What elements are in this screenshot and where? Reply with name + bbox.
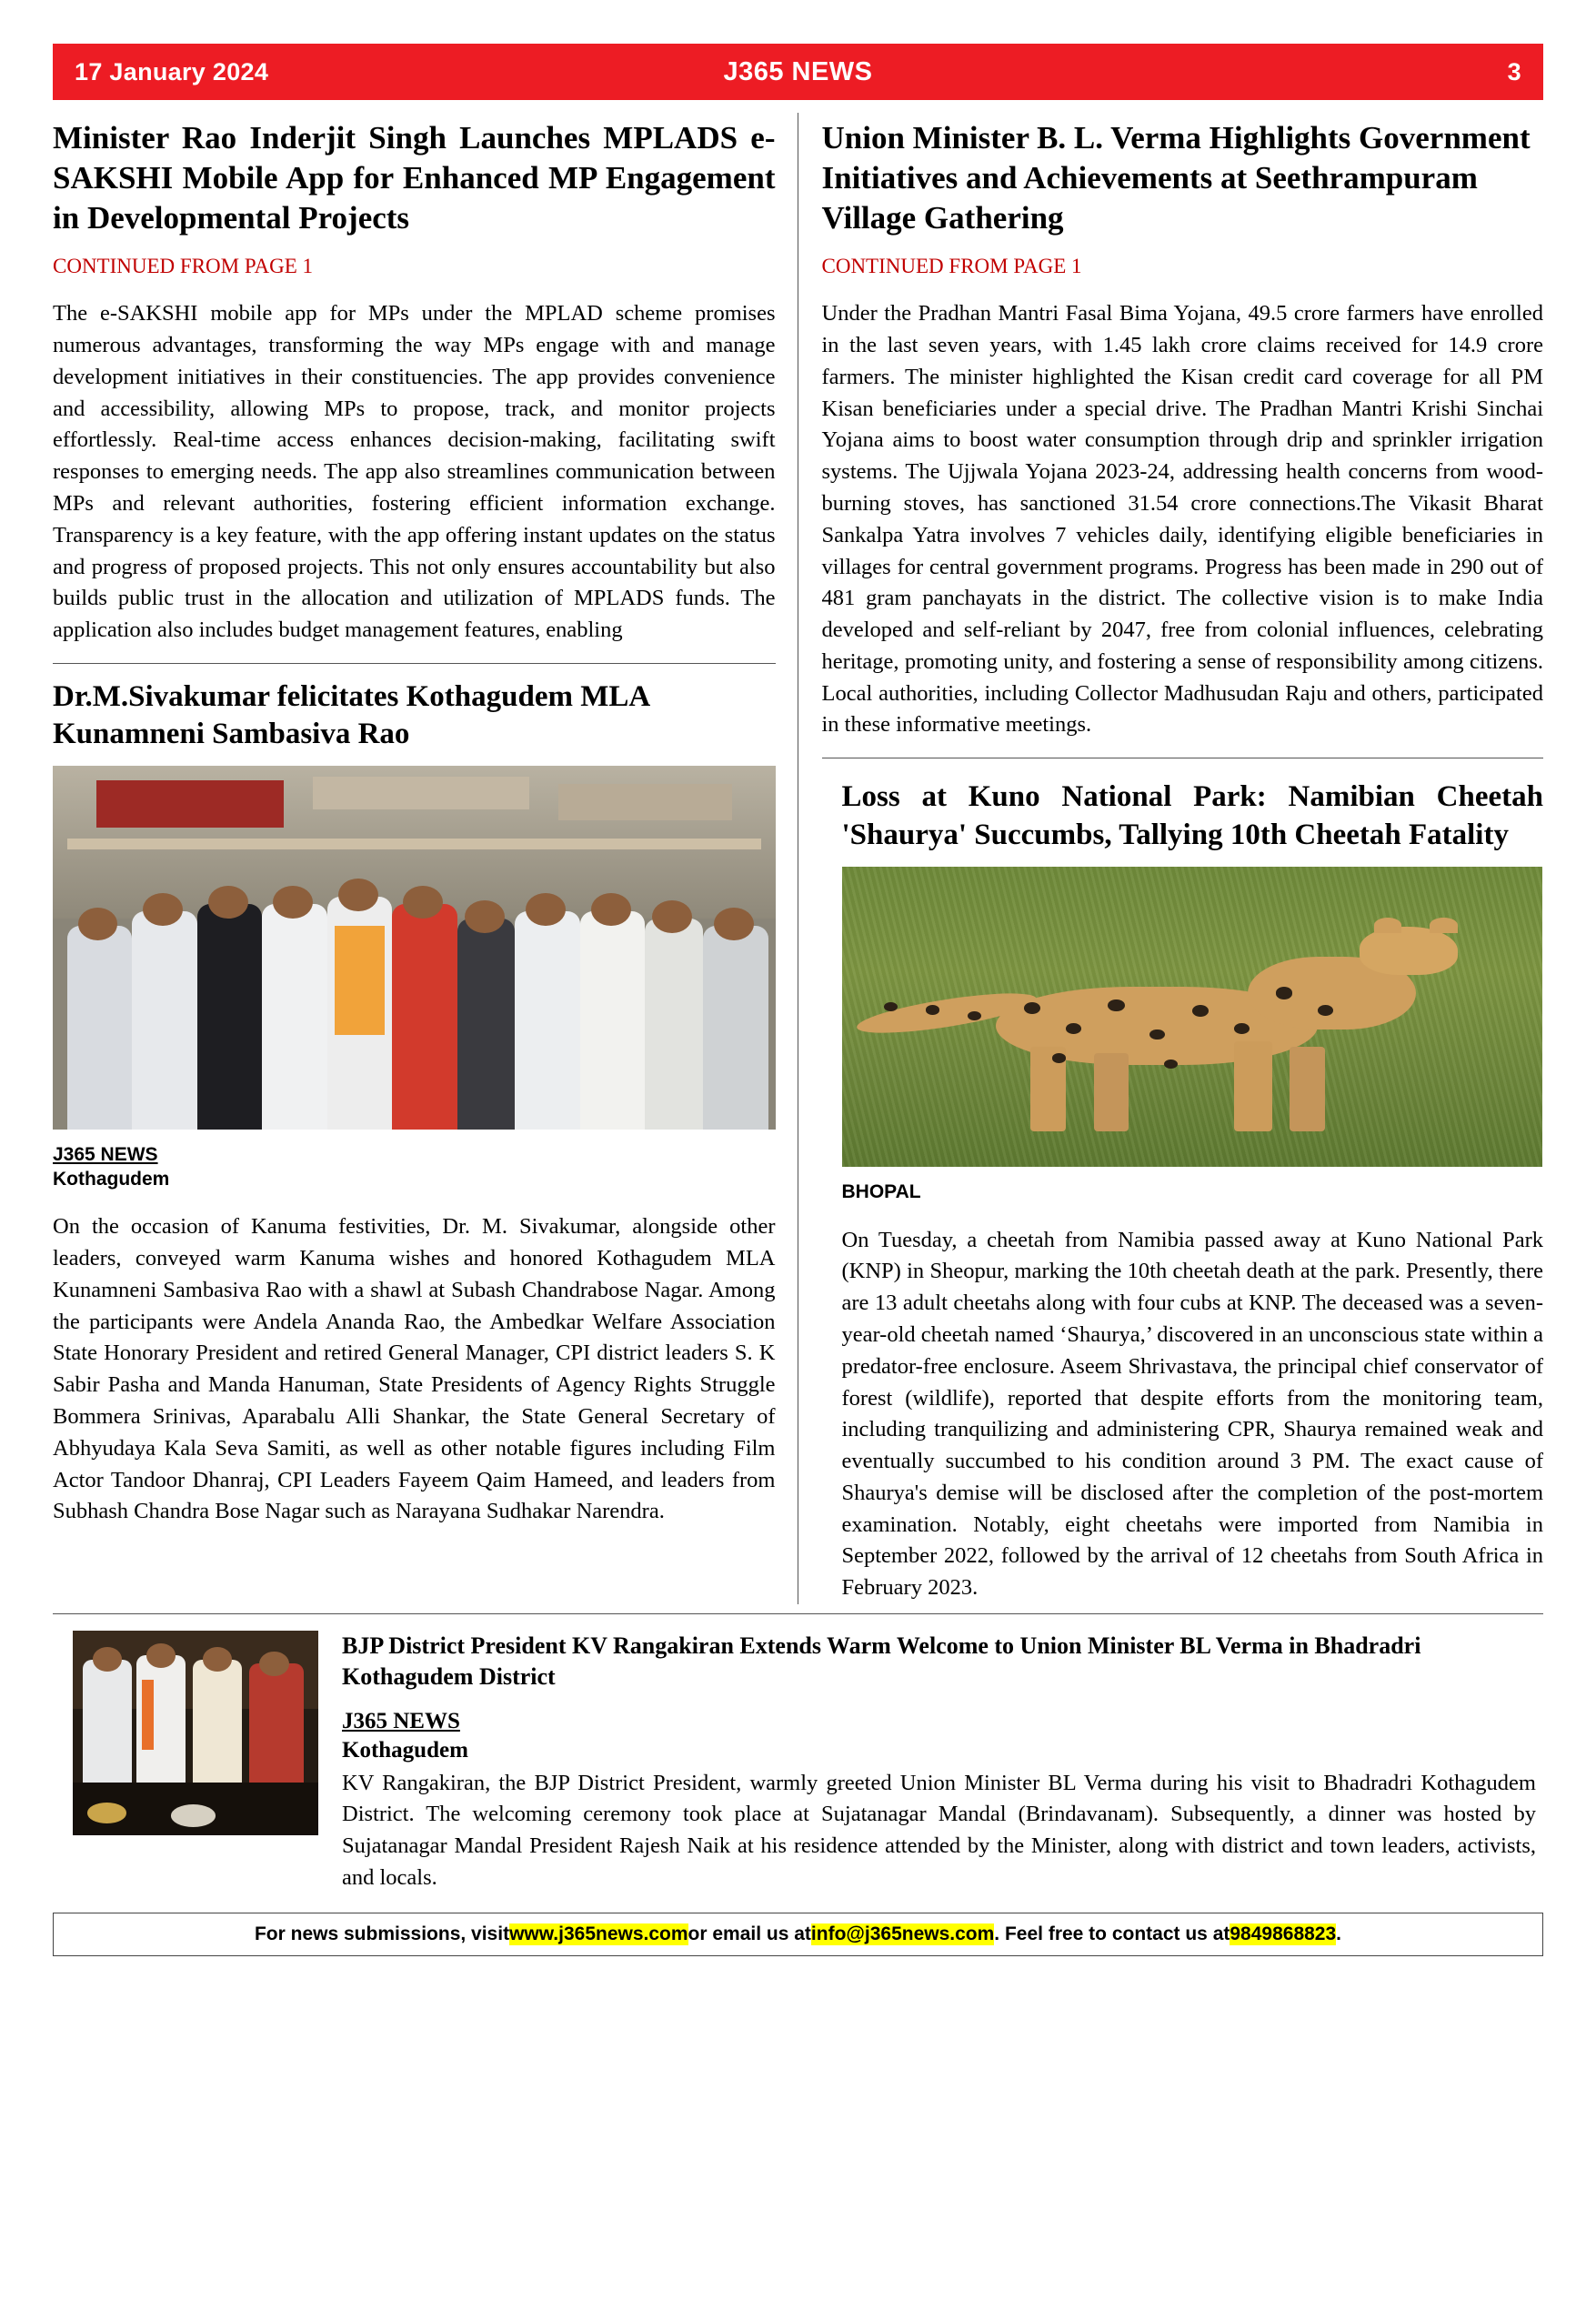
footer-text-4: . (1336, 1923, 1342, 1944)
left-article-2-body: On the occasion of Kanuma festivities, Dr. M. Sivakumar, alongside other leaders, conveyed warm Kanuma wishes and honored Kothagudem MLA Kunamneni Sambasiva Rao with a shawl at Subash Chandrabose Nagar. Among the participants were Andela Ananda Rao, the Ambedkar Welfare Association State Honorary President and retired General Manager, CPI district leaders S. K Sabir Pasha and Manda Hanuman, State Presidents of Agency Rights Struggle Bommera Srinivas, Aparabalu Alli Shankar, the State General Secretary of Abhyudaya Kala Seva Samiti, as well as other notable figures including Film Actor Tandoor Dhanraj, CPI Leaders Fayeem Qaim Hameed, and leaders from Subhash Chandra Bose Nagar such as Narayana Sudhakar Narendra. (53, 1214, 776, 1524)
right-column (798, 113, 1544, 1604)
right-article-2-credit (842, 1180, 1544, 1204)
bottom-article-credit-place: Kothagudem (342, 1738, 468, 1763)
left-article-1-body: The e-SAKSHI mobile app for MPs under the MPLAD scheme promises numerous advantages, transforming the way MPs engage with and manage development initiatives in their constituencies. The app provides convenience and accessibility, allowing MPs to propose, track, and monitor projects effortlessly. Real-time access enhances decision-making, facilitating swift responses to emerging needs. The app also streamlines communication between MPs and relevant authorities, fostering efficient information exchange. Transparency is a key feature, with the app offering instant updates on the status and progress of proposed projects. This not only ensures accountability but also builds public trust in the allocation and utilization of MPLADS funds. The application also includes budget management features, enabling (53, 301, 776, 643)
footer-text-3: . Feel free to contact us at (994, 1923, 1230, 1944)
masthead-title: J365 NEWS (723, 56, 873, 86)
masthead (53, 44, 1543, 100)
footer-email-link[interactable]: info@j365news.com (810, 1923, 995, 1944)
bottom-article-credit-source: J365 NEWS (342, 1708, 460, 1733)
columns-container (53, 113, 1543, 1604)
bottom-divider (53, 1613, 1543, 1614)
masthead-date: 17 January 2024 (75, 57, 269, 85)
footer-text-1: For news submissions, visit (254, 1923, 510, 1944)
footer-contact-bar (53, 1913, 1543, 1956)
bottom-article-credit (342, 1707, 1536, 1766)
right-article-2-headline: Loss at Kuno National Park: Namibian Cheetah 'Shaurya' Succumbs, Tallying 10th Cheetah Fatality (841, 780, 1543, 851)
bottom-article-text (318, 1631, 1543, 1894)
left-article-2-headline: Dr.M.Sivakumar felicitates Kothagudem MLA Kunamneni Sambasiva Rao (53, 679, 649, 750)
bottom-article (53, 1631, 1543, 1894)
left-article-2-credit (53, 1142, 776, 1192)
left-divider (53, 663, 776, 664)
right-article-1-body: Under the Pradhan Mantri Fasal Bima Yojana, 49.5 crore farmers have enrolled in the last seven years, with 1.45 lakh crore claims received for 14.9 crore farmers. The minister highlighted the Kisan credit card coverage for all PM Kisan beneficiaries under a special drive. The Pradhan Mantri Krishi Sinchai Yojana aims to boost water consumption through drip and sprinkler irrigation systems. The Ujjwala Yojana 2023-24, addressing health concerns from wood-burning stoves, has sanctioned 31.54 crore connections.The Vikasit Bharat Sankalpa Yatra involves 7 vehicles daily, identifying eligible beneficiaries in villages for central government programs. Progress has been made in 290 out of 481 gram panchayats in the district. The collective vision is to make India developed and self-reliant by 2047, free from colonial influences, celebrating heritage, promoting unity, and fostering a sense of responsibility among citizens. Local authorities, including Collector Madhusudan Raju and others, participated in these informative meetings. (821, 301, 1543, 738)
bottom-article-body: KV Rangakiran, the BJP District President, warmly greeted Union Minister BL Verma during his visit to Bhadradri Kothagudem District. The welcoming ceremony took place at Sujatanagar Mandal (Brindavanam). Subsequently, a dinner was hosted by Sujatanagar Mandal President Rajesh Naik at his residence attended by the Minister, along with district and town leaders, activists, and locals. (342, 1770, 1536, 1890)
left-article-1-continued-label: CONTINUED FROM PAGE 1 (53, 255, 314, 278)
footer-text-2: or email us at (688, 1923, 811, 1944)
footer-website-link[interactable]: www.j365news.com (509, 1923, 688, 1944)
bottom-article-headline: BJP District President KV Rangakiran Extends Warm Welcome to Union Minister BL Verma in Bhadradri Kothagudem District (342, 1632, 1421, 1690)
bottom-article-photo (73, 1631, 318, 1835)
left-article-1-headline: Minister Rao Inderjit Singh Launches MPLADS e-SAKSHI Mobile App for Enhanced MP Engagement in Developmental Projects (53, 120, 776, 236)
right-article-2-photo (842, 867, 1542, 1167)
right-article-2-credit-place: BHOPAL (841, 1181, 921, 1203)
left-column (53, 113, 798, 1604)
right-article-2-body: On Tuesday, a cheetah from Namibia passed away at Kuno National Park (KNP) in Sheopur, marking the 10th cheetah death at the park. Presently, there are 13 adult cheetahs along with four cubs at KNP. The deceased was a seven-year-old cheetah named ‘Shaurya,’ discovered in an unconscious state within a predator-free enclosure. Aseem Shrivastava, the principal chief conservator of forest (wildlife), reported that despite efforts from the monitoring team, including tranquilizing and administering CPR, Shaurya remained weak and eventually succumbed to his condition around 3 PM. The exact cause of Shaurya's demise will be disclosed after the completion of the post-mortem examination. Notably, eight cheetahs were imported from Namibia in September 2022, followed by the arrival of 12 cheetahs from South Africa in February 2023. (841, 1227, 1543, 1601)
left-article-2-credit-place: Kothagudem (53, 1168, 170, 1190)
masthead-page-number: 3 (1507, 57, 1521, 85)
footer-phone-number[interactable]: 9849868823 (1230, 1923, 1337, 1944)
right-article-1-continued-label: CONTINUED FROM PAGE 1 (821, 255, 1082, 278)
left-article-2-photo (53, 766, 776, 1130)
newspaper-page (0, 44, 1596, 2300)
right-article-1-headline: Union Minister B. L. Verma Highlights Government Initiatives and Achievements at Seethrampuram Village Gathering (821, 120, 1531, 236)
left-article-2-credit-source: J365 NEWS (53, 1143, 158, 1165)
